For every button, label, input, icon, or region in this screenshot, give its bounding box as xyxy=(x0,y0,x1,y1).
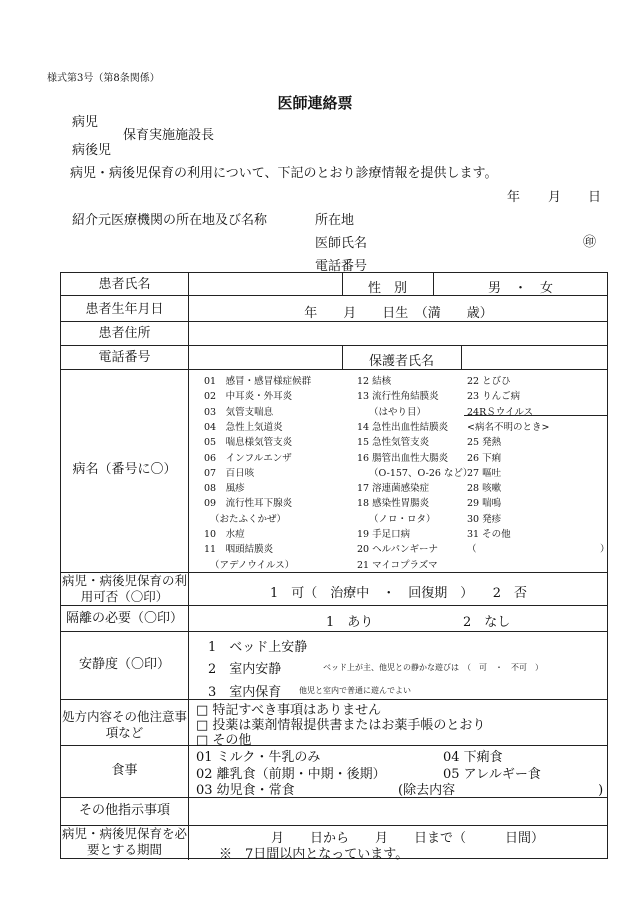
meal-option-4[interactable]: 04 下痢食 xyxy=(443,750,503,765)
disease-item[interactable]: 19 手足口病 xyxy=(357,529,411,540)
disease-other-input[interactable]: （ ） xyxy=(467,544,610,556)
treatment-option-2[interactable]: □ 投薬は薬剤情報提供書またはお薬手帳のとおり xyxy=(196,718,486,733)
disease-item[interactable]: 08 風疹 xyxy=(204,483,245,495)
referral-form-table xyxy=(60,272,610,862)
disease-label: 病名（番号に〇） xyxy=(72,462,177,477)
availability-value[interactable]: 1 可（ 治療中 ・ 回復期 ） 2 否 xyxy=(269,586,528,601)
disease-item[interactable]: 11 咽頭結膜炎 xyxy=(204,544,274,556)
disease-item[interactable]: 30 発疹 xyxy=(467,513,502,525)
disease-item[interactable]: （アデノウイルス） xyxy=(210,559,295,571)
phone-label: 電話番号 xyxy=(98,350,151,365)
meal-option-2[interactable]: 02 離乳食（前期・中期・後期） xyxy=(196,767,386,782)
disease-item[interactable]: （はやり目） xyxy=(369,406,427,418)
referrer-label: 紹介元医療機関の所在地及び名称 xyxy=(72,213,268,228)
treatment-option-3[interactable]: □ その他 xyxy=(196,733,252,748)
date-year: 年 xyxy=(507,190,521,205)
meal-option-3[interactable]: 03 幼児食・常食 xyxy=(196,783,295,798)
disease-item[interactable]: 15 急性気管支炎 xyxy=(357,437,430,449)
disease-item[interactable]: 29 喘鳴 xyxy=(467,498,502,510)
disease-item[interactable]: 31 その他 xyxy=(467,529,511,540)
disease-item[interactable]: 26 下痢 xyxy=(467,452,502,464)
disease-item[interactable]: 04 急性上気道炎 xyxy=(204,421,283,433)
address-label: 患者住所 xyxy=(98,326,151,341)
disease-item[interactable]: 12 結核 xyxy=(357,376,392,387)
disease-item[interactable]: 23 りんご病 xyxy=(467,391,521,403)
period-value[interactable]: 月 日から 月 日まで（ 日間） xyxy=(271,831,545,846)
disease-item[interactable]: 14 急性出血性結膜炎 xyxy=(357,421,449,433)
disease-item[interactable]: 18 感染性胃腸炎 xyxy=(357,498,430,510)
meal-option-5[interactable]: 05 アレルギー食 xyxy=(443,767,541,782)
sex-options[interactable]: 男 ・ 女 xyxy=(487,281,553,296)
referrer-phone-label: 電話番号 xyxy=(315,259,368,274)
availability-label: 病児・病後児保育の利用可否（〇印） xyxy=(61,573,187,604)
meal-exclusion[interactable]: (除去内容 ) xyxy=(398,783,604,798)
addressee-line1: 病児 xyxy=(72,115,99,130)
meal-label: 食事 xyxy=(111,763,138,778)
rest-option-2[interactable]: 2 室内安静 xyxy=(208,662,282,677)
disease-item[interactable]: 21 マイコプラズマ xyxy=(357,559,438,571)
disease-item[interactable]: （おたふくかぜ） xyxy=(210,513,287,525)
rest-label: 安静度（〇印） xyxy=(78,657,170,672)
disease-item[interactable]: 13 流行性角結膜炎 xyxy=(357,391,439,403)
disease-item[interactable]: 07 百日咳 xyxy=(204,467,255,479)
disease-item[interactable]: 10 水痘 xyxy=(204,529,245,540)
meal-option-1[interactable]: 01 ミルク・牛乳のみ xyxy=(196,750,321,765)
referrer-address-label: 所在地 xyxy=(315,213,355,228)
rest-option-1[interactable]: 1 ベッド上安静 xyxy=(208,640,308,655)
date-day: 日 xyxy=(588,190,602,205)
rest-option-3[interactable]: 3 室内保育 xyxy=(208,685,282,700)
disease-item[interactable]: （ノロ・ロタ） xyxy=(369,513,436,525)
disease-unknown-note: <病名不明のとき> xyxy=(467,421,550,433)
page-title: 医師連絡票 xyxy=(277,94,353,112)
disease-item[interactable]: 17 溶連菌感染症 xyxy=(357,483,430,495)
other-instructions-label: その他指示事項 xyxy=(78,803,170,818)
disease-item[interactable]: 20 ヘルパンギーナ xyxy=(357,544,438,556)
isolation-yes[interactable]: 1 あり xyxy=(326,615,374,630)
referrer-doctor-label: 医師氏名 xyxy=(315,236,368,251)
rest-option-3-note: 他児と室内で普通に遊んでよい xyxy=(299,686,411,695)
rest-option-2-note: ベッド上が主、他児との静かな遊びは （ 可 ・ 不可 ） xyxy=(323,663,543,672)
disease-item[interactable]: 05 喘息様気管支炎 xyxy=(204,437,293,449)
treatment-option-1[interactable]: □ 特記すべき事項はありません xyxy=(196,703,382,718)
disease-item[interactable]: 28 咳嗽 xyxy=(467,483,502,495)
disease-item[interactable]: 09 流行性耳下腺炎 xyxy=(204,498,293,510)
disease-item[interactable]: 01 感冒・感冒様症候群 xyxy=(204,376,312,387)
disease-item[interactable]: 03 気管支喘息 xyxy=(204,406,274,418)
disease-item[interactable]: 27 嘔吐 xyxy=(467,467,502,479)
birth-format[interactable]: 年 月 日生 （満 歳） xyxy=(304,306,493,321)
period-note: ※ 7日間以内となっています。 xyxy=(219,847,409,862)
disease-item[interactable]: （O-157、O-26 など） xyxy=(369,467,473,479)
isolation-label: 隔離の必要（〇印） xyxy=(65,611,183,626)
period-label: 病児・病後児保育を必要とする期間 xyxy=(61,826,187,857)
addressee-line2: 病後児 xyxy=(72,143,112,158)
disease-item[interactable]: 25 発熱 xyxy=(467,437,502,449)
guardian-label: 保護者氏名 xyxy=(368,354,434,369)
isolation-no[interactable]: 2 なし xyxy=(463,615,511,630)
birth-label: 患者生年月日 xyxy=(85,302,164,317)
patient-name-label: 患者氏名 xyxy=(98,277,151,292)
disease-item[interactable]: 02 中耳炎・外耳炎 xyxy=(204,391,293,403)
seal-mark: ㊞ xyxy=(583,235,597,250)
date-month: 月 xyxy=(548,190,562,205)
intro-text: 病児・病後児保育の利用について、下記のとおり診療情報を提供します。 xyxy=(70,166,498,181)
sex-label: 性 別 xyxy=(367,281,407,296)
disease-item[interactable]: 24RＳウイルス xyxy=(467,406,534,418)
treatment-label: 処方内容その他注意事項など xyxy=(61,709,187,740)
disease-item[interactable]: 16 腸管出血性大腸炎 xyxy=(357,452,449,464)
form-number: 様式第3号（第8条関係） xyxy=(47,73,160,84)
disease-item[interactable]: 06 インフルエンザ xyxy=(204,452,292,464)
disease-item[interactable]: 22 とびひ xyxy=(467,376,511,387)
addressee-facility: 保育実施施設長 xyxy=(123,128,215,143)
